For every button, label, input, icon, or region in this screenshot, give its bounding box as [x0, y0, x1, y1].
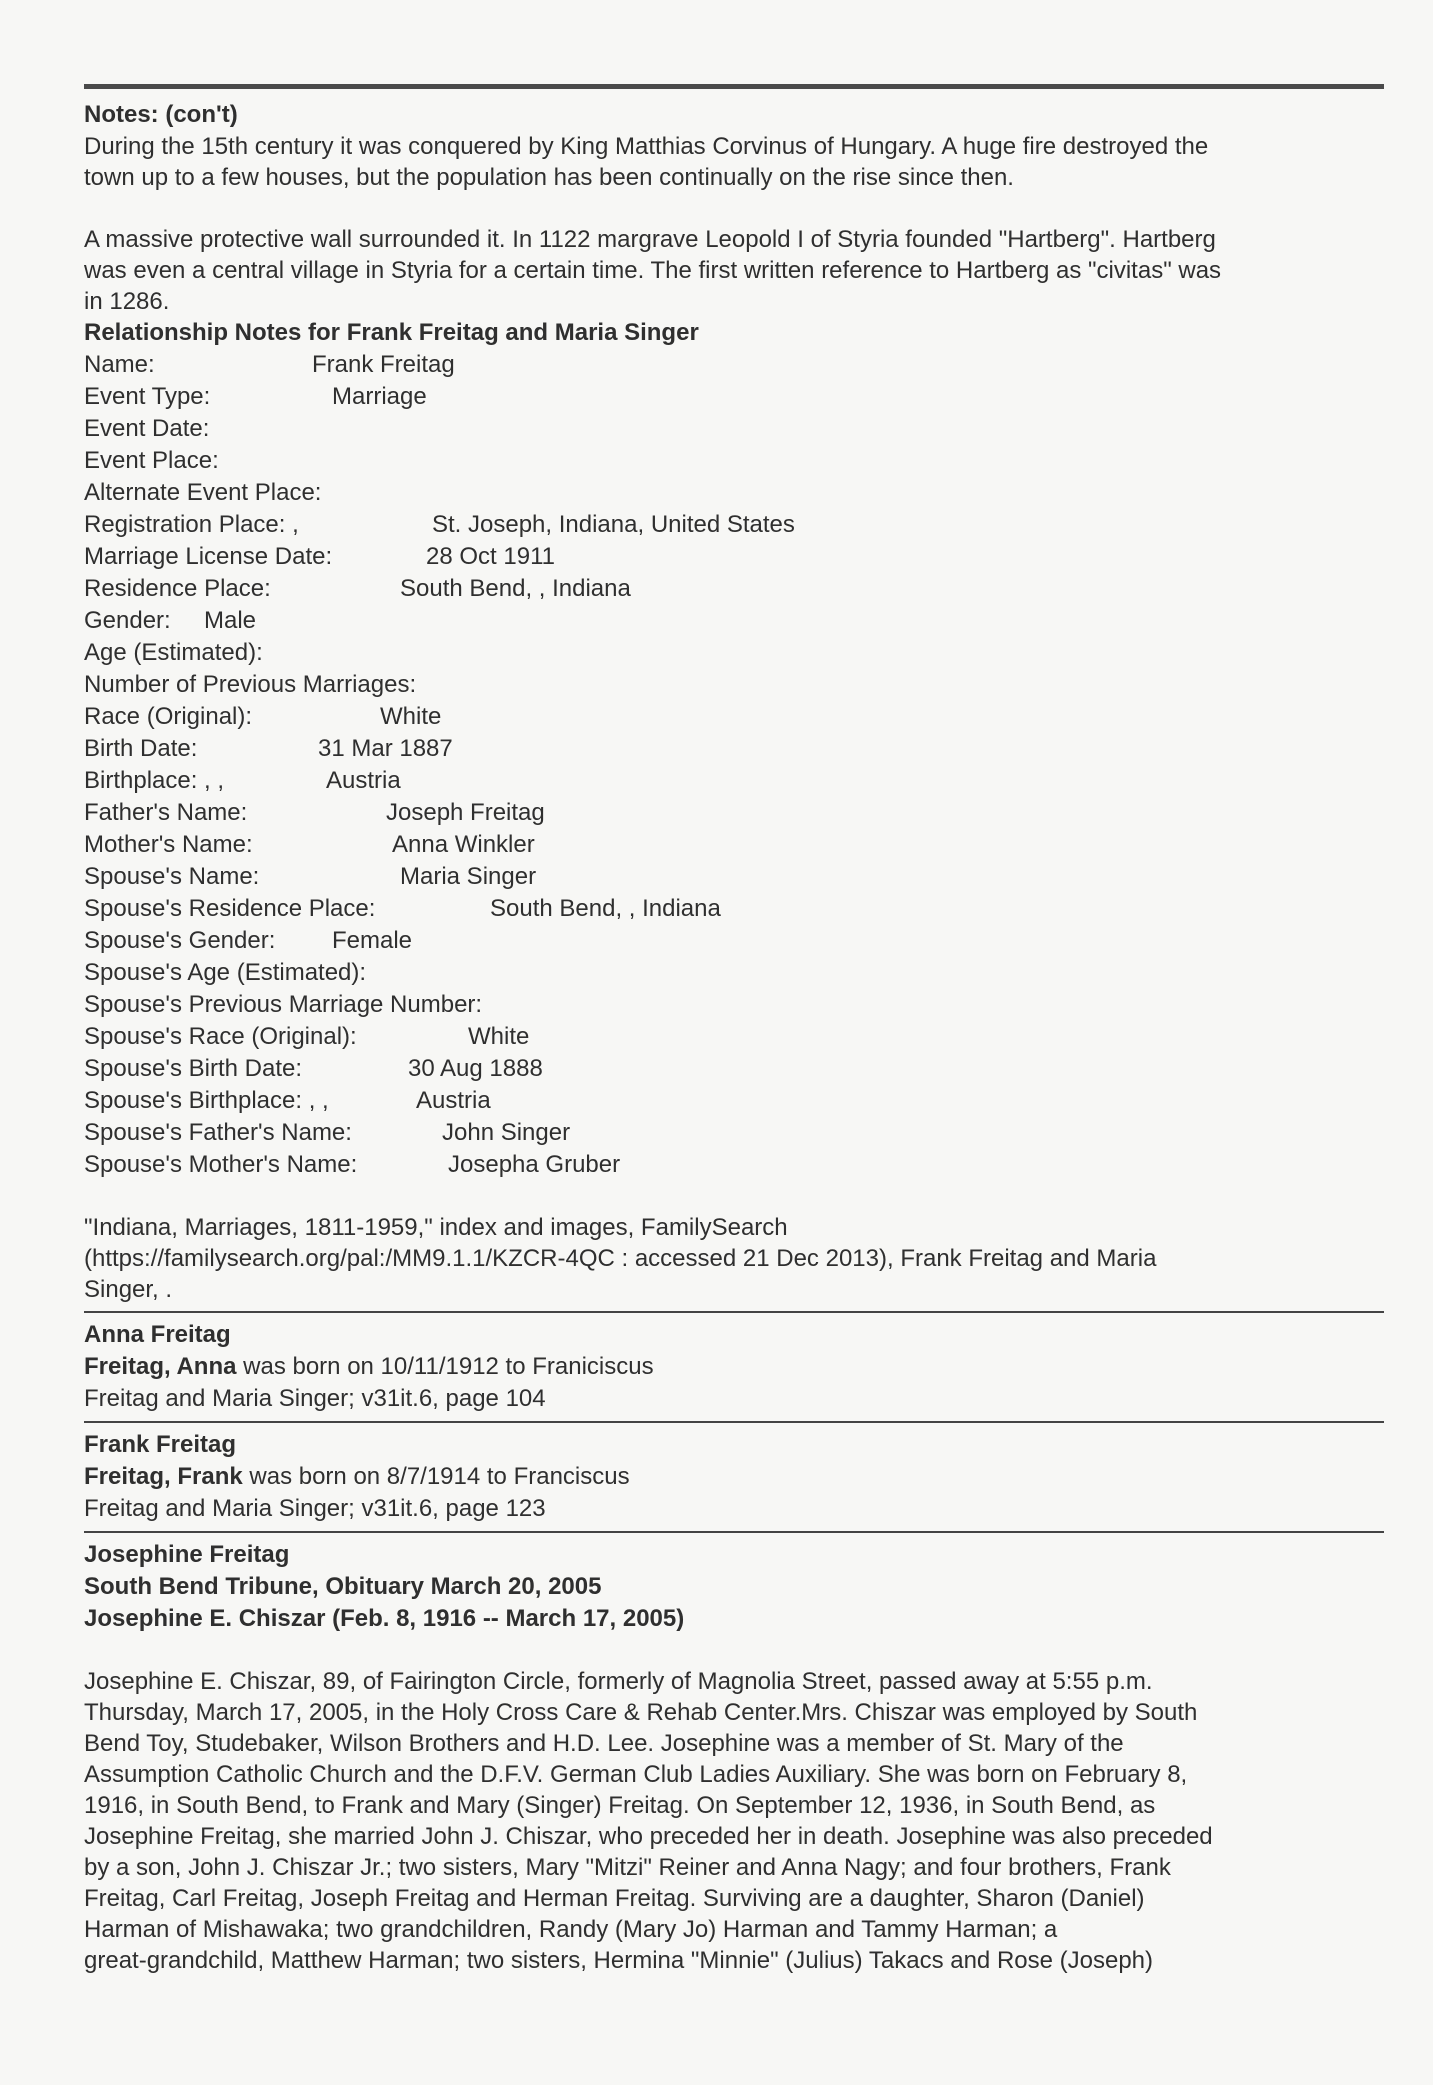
field-value: Marriage: [332, 383, 427, 410]
field-value: 31 Mar 1887: [318, 735, 453, 762]
field-label: Birth Date:: [84, 735, 198, 762]
citation-line-3: Singer, .: [84, 1276, 173, 1303]
josephine-heading: Josephine Freitag: [84, 1541, 290, 1568]
field-spouses-birthplace: [84, 1085, 1384, 1117]
obituary-line: Freitag, Carl Freitag, Joseph Freitag and Herman Freitag. Surviving are a daughter, Sharon (Daniel): [84, 1885, 1145, 1912]
field-age-estimated: [84, 637, 1384, 669]
obituary-line: 1916, in South Bend, to Frank and Mary (Singer) Freitag. On September 12, 1936, in South Bend, as: [84, 1792, 1156, 1819]
field-value: St. Joseph, Indiana, United States: [432, 511, 795, 538]
field-spouses-mothers-name: [84, 1149, 1384, 1181]
obituary-line: by a son, John J. Chiszar Jr.; two sisters, Mary "Mitzi" Reiner and Anna Nagy; and four brothers, Frank: [84, 1854, 1171, 1881]
field-spouses-fathers-name: [84, 1117, 1384, 1149]
section-divider: [84, 1531, 1384, 1533]
citation-line-2: (https://familysearch.org/pal:/MM9.1.1/KZCR-4QC : accessed 21 Dec 2013), Frank Freitag and Maria: [84, 1245, 1157, 1272]
field-value: South Bend, , Indiana: [490, 895, 721, 922]
field-residence-place: [84, 573, 1384, 605]
field-value: Josepha Gruber: [448, 1151, 621, 1178]
field-label: Spouse's Gender:: [84, 927, 276, 954]
frank-line-2: Freitag and Maria Singer; v31it.6, page 123: [84, 1495, 546, 1522]
anna-heading: Anna Freitag: [84, 1321, 231, 1348]
field-value: John Singer: [442, 1119, 571, 1146]
obituary-line: Bend Toy, Studebaker, Wilson Brothers and H.D. Lee. Josephine was a member of St. Mary of the: [84, 1730, 1124, 1757]
field-label: Mother's Name:: [84, 831, 253, 858]
field-label: Race (Original):: [84, 703, 253, 730]
field-value: Male: [204, 607, 257, 634]
field-birth-date: [84, 733, 1384, 765]
field-label: Event Type:: [84, 383, 211, 410]
field-birthplace: [84, 765, 1384, 797]
field-value: Joseph Freitag: [386, 799, 545, 826]
field-event-place: [84, 445, 1384, 477]
field-previous-marriages: [84, 669, 1384, 701]
anna-line-2: Freitag and Maria Singer; v31it.6, page 104: [84, 1385, 546, 1412]
field-label: Name:: [84, 351, 155, 378]
field-alternate-event-place: [84, 477, 1384, 509]
notes-para-2-line-2: was even a central village in Styria for a certain time. The first written reference to Hartberg as "civitas" was: [84, 257, 1222, 284]
field-value: Maria Singer: [400, 863, 537, 890]
field-spouses-age-estimated: [84, 957, 1384, 989]
field-event-date: [84, 413, 1384, 445]
field-label: Registration Place: ,: [84, 511, 299, 538]
document-page: [84, 84, 1384, 1976]
field-spouses-name: [84, 861, 1384, 893]
obituary-line: Josephine Freitag, she married John J. Chiszar, who preceded her in death. Josephine was also preceded: [84, 1823, 1213, 1850]
field-label: Marriage License Date:: [84, 543, 333, 570]
field-label: Spouse's Name:: [84, 863, 260, 890]
field-value: South Bend, , Indiana: [400, 575, 631, 602]
field-value: Anna Winkler: [392, 831, 535, 858]
obituary-source: South Bend Tribune, Obituary March 20, 2005: [84, 1573, 602, 1600]
relationship-heading: Relationship Notes for Frank Freitag and Maria Singer: [84, 319, 699, 346]
field-spouses-race-original: [84, 1021, 1384, 1053]
field-spouses-gender: [84, 925, 1384, 957]
field-label: Birthplace: , ,: [84, 767, 225, 794]
frank-heading: Frank Freitag: [84, 1431, 237, 1458]
field-value: Female: [332, 927, 413, 954]
notes-para-1-line-2: town up to a few houses, but the population has been continually on the rise since then.: [84, 164, 1014, 191]
field-marriage-license-date: [84, 541, 1384, 573]
field-label: Event Place:: [84, 447, 219, 474]
field-mothers-name: [84, 829, 1384, 861]
frank-line-1: [84, 1461, 1384, 1493]
field-fathers-name: [84, 797, 1384, 829]
field-value: 30 Aug 1888: [408, 1055, 543, 1082]
field-label: Spouse's Residence Place:: [84, 895, 376, 922]
field-value: Austria: [326, 767, 401, 794]
frank-bold-name: Freitag, Frank: [84, 1463, 243, 1490]
field-value: 28 Oct 1911: [426, 543, 555, 570]
field-event-type: [84, 381, 1384, 413]
field-value: White: [380, 703, 442, 730]
frank-line-1-rest: was born on 8/7/1914 to Franciscus: [242, 1463, 630, 1490]
citation-line-1: "Indiana, Marriages, 1811-1959," index and images, FamilySearch: [84, 1214, 788, 1241]
obituary-line: Josephine E. Chiszar, 89, of Fairington Circle, formerly of Magnolia Street, passed away at 5:55 p.m.: [84, 1668, 1153, 1695]
obituary-line: Thursday, March 17, 2005, in the Holy Cross Care & Rehab Center.Mrs. Chiszar was employed by South: [84, 1699, 1198, 1726]
obituary-line: great-grandchild, Matthew Harman; two sisters, Hermina "Minnie" (Julius) Takacs and Rose (Joseph): [84, 1947, 1154, 1974]
anna-line-1: [84, 1351, 1384, 1383]
field-label: Alternate Event Place:: [84, 479, 322, 506]
field-label: Residence Place:: [84, 575, 271, 602]
field-spouses-birth-date: [84, 1053, 1384, 1085]
field-label: Gender:: [84, 607, 171, 634]
obituary-title: Josephine E. Chiszar (Feb. 8, 1916 -- March 17, 2005): [84, 1605, 685, 1632]
field-label: Spouse's Race (Original):: [84, 1023, 357, 1050]
field-label: Event Date:: [84, 415, 210, 442]
notes-para-2-line-3: in 1286.: [84, 288, 170, 315]
field-registration-place: [84, 509, 1384, 541]
notes-para-1-line-1: During the 15th century it was conquered by King Matthias Corvinus of Hungary. A huge fire destroyed the: [84, 133, 1209, 160]
field-name: [84, 349, 1384, 381]
field-label: Spouse's Previous Marriage Number:: [84, 991, 483, 1018]
field-spouses-residence-place: [84, 893, 1384, 925]
field-value: Austria: [416, 1087, 491, 1114]
field-label: Age (Estimated):: [84, 639, 263, 666]
field-gender: [84, 605, 1384, 637]
field-label: Spouse's Mother's Name:: [84, 1151, 358, 1178]
field-race-original: [84, 701, 1384, 733]
field-value: White: [468, 1023, 530, 1050]
section-divider: [84, 1311, 1384, 1313]
field-label: Father's Name:: [84, 799, 248, 826]
notes-heading: Notes: (con't): [84, 101, 238, 128]
obituary-line: Harman of Mishawaka; two grandchildren, Randy (Mary Jo) Harman and Tammy Harman; a: [84, 1916, 1058, 1943]
notes-para-2-line-1: A massive protective wall surrounded it. In 1122 margrave Leopold I of Styria founded "Hartberg". Hartberg: [84, 226, 1216, 253]
field-spouses-previous-marriage-number: [84, 989, 1384, 1021]
field-value: Frank Freitag: [312, 351, 455, 378]
section-divider: [84, 1421, 1384, 1423]
field-label: Spouse's Age (Estimated):: [84, 959, 367, 986]
obituary-line: Assumption Catholic Church and the D.F.V. German Club Ladies Auxiliary. She was born on February 8,: [84, 1761, 1188, 1788]
field-label: Spouse's Father's Name:: [84, 1119, 352, 1146]
anna-line-1-rest: was born on 10/11/1912 to Franiciscus: [236, 1353, 654, 1380]
field-label: Number of Previous Marriages:: [84, 671, 417, 698]
field-label: Spouse's Birthplace: , ,: [84, 1087, 329, 1114]
top-divider: [84, 84, 1384, 89]
anna-bold-name: Freitag, Anna: [84, 1353, 237, 1380]
field-label: Spouse's Birth Date:: [84, 1055, 303, 1082]
